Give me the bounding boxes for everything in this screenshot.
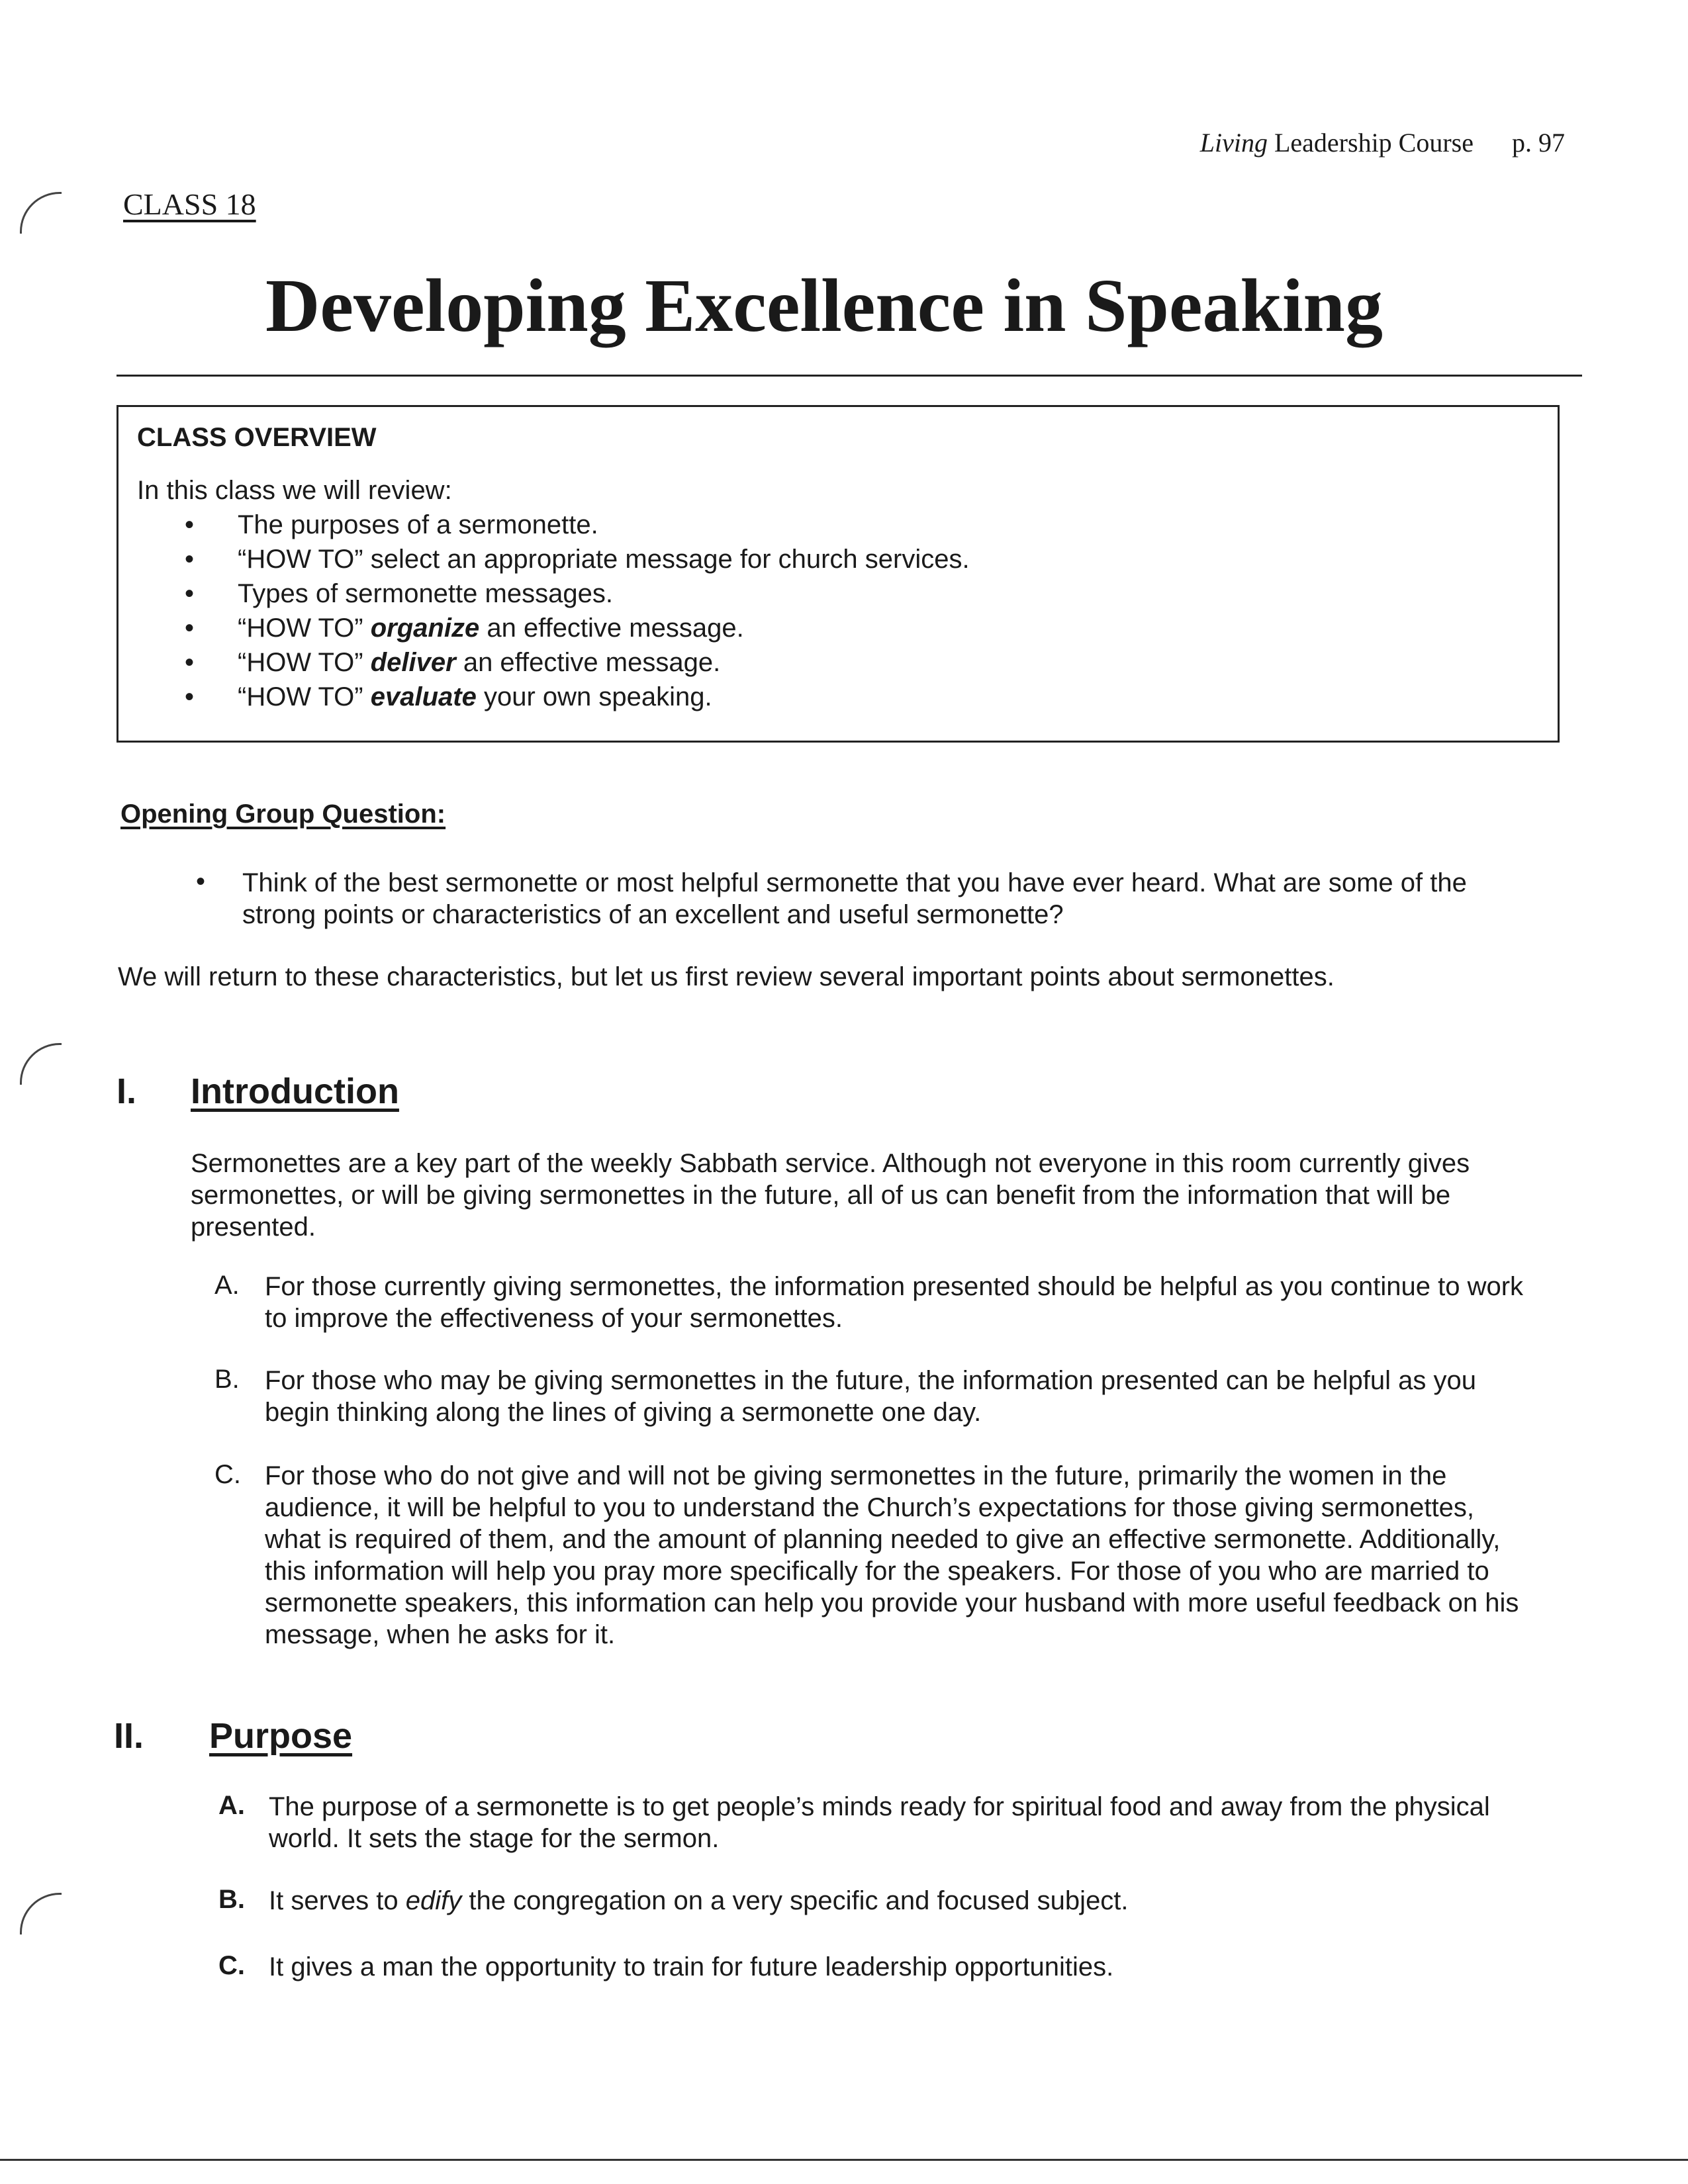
item-text: For those currently giving sermonettes, the information presented should be helpful as you continue to work to improve the effectiveness of your sermonettes. [265,1272,1524,1333]
introduction-paragraph: Sermonettes are a key part of the weekly Sabbath service. Although not everyone in this room currently gives sermonettes, or will be giving sermonettes in the future, all of us can benefit from the information that will be presented. [191,1149,1470,1242]
bullet-mark: • [196,867,206,896]
item-text-prefix: It serves to [269,1886,406,1915]
overview-item [185,508,970,542]
course-name-rest: Leadership Course [1267,128,1474,158]
running-header [1200,127,1565,158]
page-number: p. 97 [1512,128,1565,158]
opening-question-heading: Opening Group Question: [120,799,446,829]
page-title: Developing Excellence in Speaking [265,263,1383,347]
overview-item [185,680,970,714]
item-text: For those who may be giving sermonettes in the future, the information presented can be helpful as you begin thinking along the lines of giving a sermonette one day. [265,1366,1476,1427]
section-title-purpose: Purpose [209,1716,353,1756]
class-label: CLASS 18 [123,187,256,221]
overview-item-emphasis: evaluate [370,682,477,711]
overview-item [185,645,970,680]
item-text-emphasis: edify [405,1886,462,1915]
overview-item-text: Types of sermonette messages. [238,579,613,608]
overview-item-prefix: “HOW TO” [238,682,371,711]
section-numeral: II. [114,1716,144,1756]
transition-note: We will return to these characteristics, but let us first review several important points about sermonettes. [118,962,1335,991]
title-divider [117,375,1582,377]
item-letter: B. [218,1885,245,1914]
overview-item-emphasis: deliver [370,648,456,677]
opening-question-text: Think of the best sermonette or most helpful sermonette that you have ever heard. What are some of the strong points or characteristics of an excellent and useful sermonette? [242,868,1467,929]
scan-bottom-edge [0,2159,1688,2161]
course-name-italic: Living [1199,128,1268,158]
overview-intro: In this class we will review: [137,476,452,505]
overview-item-suffix: an effective message. [455,648,721,677]
section-numeral: I. [117,1071,137,1111]
overview-item-suffix: an effective message. [479,614,744,643]
item-letter: B. [214,1365,240,1394]
item-text: For those who do not give and will not be giving sermonettes in the future, primarily the women in the audience, it will be helpful to you to understand the Church’s expectations for those giving sermonettes, what is required of them, and the amount of planning needed to give an effective sermonette. Additionally, this information will help you pray more specifically for the speakers. For those of you who are married to sermonette speakers, this information can help you provide your husband with more useful feedback on his message, when he asks for it. [265,1461,1519,1649]
overview-item-text: “HOW TO” select an appropriate message for church services. [238,545,970,574]
item-letter: A. [218,1791,245,1820]
overview-item-emphasis: organize [370,614,480,643]
overview-item [185,611,970,645]
item-text: It gives a man the opportunity to train for future leadership opportunities. [269,1952,1114,1981]
overview-item [185,576,970,611]
item-letter: C. [214,1460,241,1489]
item-letter: A. [214,1271,240,1300]
class-overview-box [117,405,1560,743]
overview-item-suffix: your own speaking. [476,682,712,711]
overview-item-prefix: “HOW TO” [238,614,371,643]
item-letter: C. [218,1951,245,1980]
binder-hole-mark [20,1043,62,1085]
overview-list [185,508,970,714]
overview-item [185,542,970,576]
overview-item-text: The purposes of a sermonette. [238,510,598,539]
item-text-suffix: the congregation on a very specific and focused subject. [461,1886,1129,1915]
binder-hole-mark [20,192,62,234]
item-text [269,1885,1526,1917]
item-text: The purpose of a sermonette is to get people’s minds ready for spiritual food and away from the physical world. It sets the stage for the sermon. [269,1792,1490,1853]
overview-item-prefix: “HOW TO” [238,648,371,677]
overview-heading: CLASS OVERVIEW [137,423,377,452]
section-title-introduction: Introduction [191,1071,399,1111]
binder-hole-mark [20,1893,62,1934]
